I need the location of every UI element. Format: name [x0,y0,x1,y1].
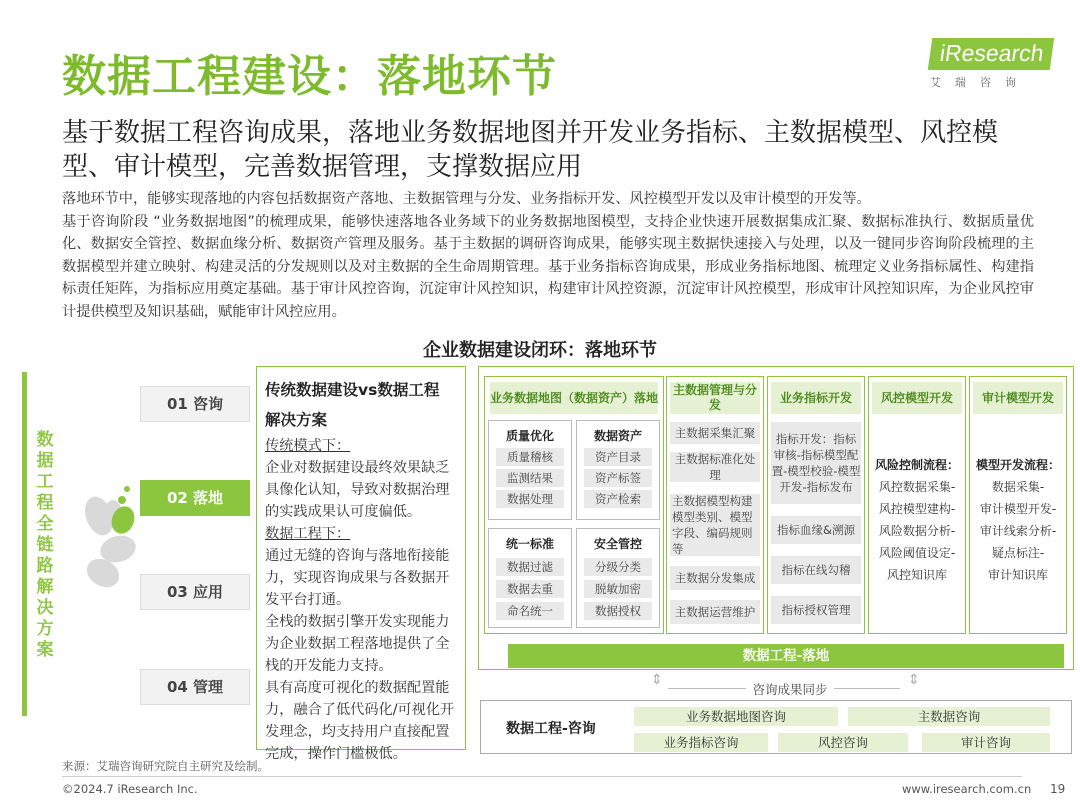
de-text-1: 通过无缝的咨询与落地衔接能力，实现咨询成果与各数据开发平台打通。 [265,548,450,608]
data-engineering-label: 数据工程下： [265,526,351,542]
paragraph-line-2: 基于咨询阶段 “业务数据地图”的梳理成果，能够快速落地各业务域下的业务数据地图模型，支持企业快速开展数据集成汇聚、数据标准执行、数据质量优化、数据安全管控、数据血缘分析、数据资产管理及服务。基于主数据的调研咨询成果，能够实现主数据快速接入与处理，以及一键同步咨询阶段梳理的主数据模型并建立映射、构建灵活的分发规则以及对主数据的全生命周期管理。基于业务指标咨询成果，形成业务指标地图、梳理定义业务指标属性、构建指标责任矩阵，为指标应用奠定基础。基于审计风控咨询，沉淀审计风控知识，构建审计风控资源，沉淀审计风控模型，形成审计风控知识库，为企业风控审计提供模型及知识基础，赋能审计风控应用。 [62,213,1034,320]
paragraph-line-1: 落地环节中，能够实现落地的内容包括数据资产落地、主数据管理与分发、业务指标开发、风控模型开发以及审计模型的开发等。 [62,191,871,207]
logo-brand: iResearch [928,38,1054,70]
traditional-text: 企业对数据建设最终效果缺乏具像化认知，导致对数据治理的实践成果认可度偏低。 [265,460,450,520]
panel-item: 指标在线勾稽 [771,556,861,584]
page-title: 数据工程建设：落地环节 [62,51,557,102]
group-chip: 数据处理 [496,490,564,508]
step-landing: 02 落地 [140,480,250,516]
up-down-arrow-icon: ⇕ [908,672,920,688]
list-item: 风险阈值设定- [878,546,956,560]
group-title: 质量优化 [505,429,554,443]
group-chip: 分级分类 [584,558,652,576]
group-chip: 数据过滤 [496,558,564,576]
diagram-title: 企业数据建设闭环：落地环节 [423,340,657,361]
list-title: 风险控制流程： [874,458,959,472]
step-application: 03 应用 [140,574,250,610]
website-link[interactable]: www.iresearch.com.cn [902,782,1032,796]
list-item: 风控模型建构- [878,502,956,516]
group-chip: 脱敏加密 [584,580,652,598]
step-management: 04 管理 [140,669,250,705]
panel-header: 风控模型开发 [872,382,962,414]
petal-dot [124,486,130,492]
de-text-3: 具有高度可视化的数据配置能力，融合了低代码化/可视化开发理念，均支持用户直接配置完成，操作门槛极低。 [265,680,455,762]
panel-header: 业务指标开发 [771,382,861,414]
logo-sub: 艾瑞咨询 [930,76,1030,89]
traditional-label: 传统模式下： [265,438,351,454]
group-chip: 资产标签 [584,469,652,487]
audit-flow-list [969,454,1067,586]
consult-label: 数据工程-咨询 [506,721,596,737]
list-item: 风控知识库 [886,568,947,582]
side-accent-bar [22,372,27,716]
step-consult: 01 咨询 [140,386,250,422]
list-item: 疑点标注- [991,546,1045,560]
panel-item: 主数据采集汇聚 [670,422,760,444]
textbox-heading-2: 解决方案 [265,411,328,429]
panel-item: 指标开发：指标审核-指标模型配置-模型校验-模型开发-指标发布 [771,422,861,504]
group-chip: 命名统一 [496,602,564,620]
side-label: 数据工程全链路解决方案 [36,430,54,660]
consult-chip: 主数据咨询 [848,707,1050,726]
panel-header: 业务数据地图（数据资产）落地 [490,382,658,414]
group-chip: 资产检索 [584,490,652,508]
list-title: 模型开发流程： [975,458,1060,472]
list-item: 风控数据采集- [878,480,956,494]
panel-header: 审计模型开发 [973,382,1063,414]
group-chip: 监测结果 [496,469,564,487]
copyright: ©2024.7 iResearch Inc. [62,782,198,796]
textbox-heading: 传统数据建设vs数据工程 [265,381,440,399]
list-item: 数据采集- [991,480,1045,494]
group-title: 安全管控 [593,537,642,551]
panel-item: 主数据标准化处理 [670,452,760,482]
page-number: 19 [1050,782,1066,796]
group-chip: 数据去重 [496,580,564,598]
panel-header: 主数据管理与分发 [670,382,760,414]
list-item: 审计模型开发- [979,502,1057,516]
group-title: 统一标准 [505,537,554,551]
panel-item: 主数据运营维护 [670,600,760,624]
group-chip: 质量稽核 [496,448,564,466]
consult-chip: 业务数据地图咨询 [634,707,838,726]
de-text-2: 全栈的数据引擎开发实现能力为企业数据工程落地提供了全栈的开发能力支持。 [265,614,450,674]
page-subtitle: 基于数据工程咨询成果，落地业务数据地图并开发业务指标、主数据模型、风控模型、审计模型，完善数据管理，支撑数据应用 [62,118,999,182]
sync-label [630,680,950,698]
iresearch-logo [930,38,1048,90]
group-title: 数据资产 [593,429,642,443]
group-chip: 资产目录 [584,448,652,466]
landing-bar: 数据工程-落地 [508,644,1064,668]
body-paragraph [62,188,1034,324]
footer-divider [62,776,1022,777]
source-note: 来源：艾瑞咨询研究院自主研究及绘制。 [62,759,269,773]
up-down-arrow-icon: ⇕ [651,672,663,688]
group-chip: 数据授权 [584,602,652,620]
consult-chip: 风控咨询 [778,733,908,752]
sync-label-text: 咨询成果同步 [746,682,833,697]
list-item: 审计知识库 [987,568,1048,582]
comparison-textbox [256,366,466,762]
panel-item: 主数据分发集成 [670,566,760,590]
panel-item: 指标血缘&溯源 [771,516,861,544]
panel-item: 指标授权管理 [771,596,861,624]
petal-dot [118,496,126,504]
consult-chip: 业务指标咨询 [634,733,768,752]
consult-chip: 审计咨询 [922,733,1050,752]
risk-flow-list [868,454,966,586]
panel-item: 主数据模型构建模型类别、模型字段、编码规则等 [670,494,760,556]
list-item: 审计线索分析- [979,524,1057,538]
list-item: 风险数据分析- [878,524,956,538]
